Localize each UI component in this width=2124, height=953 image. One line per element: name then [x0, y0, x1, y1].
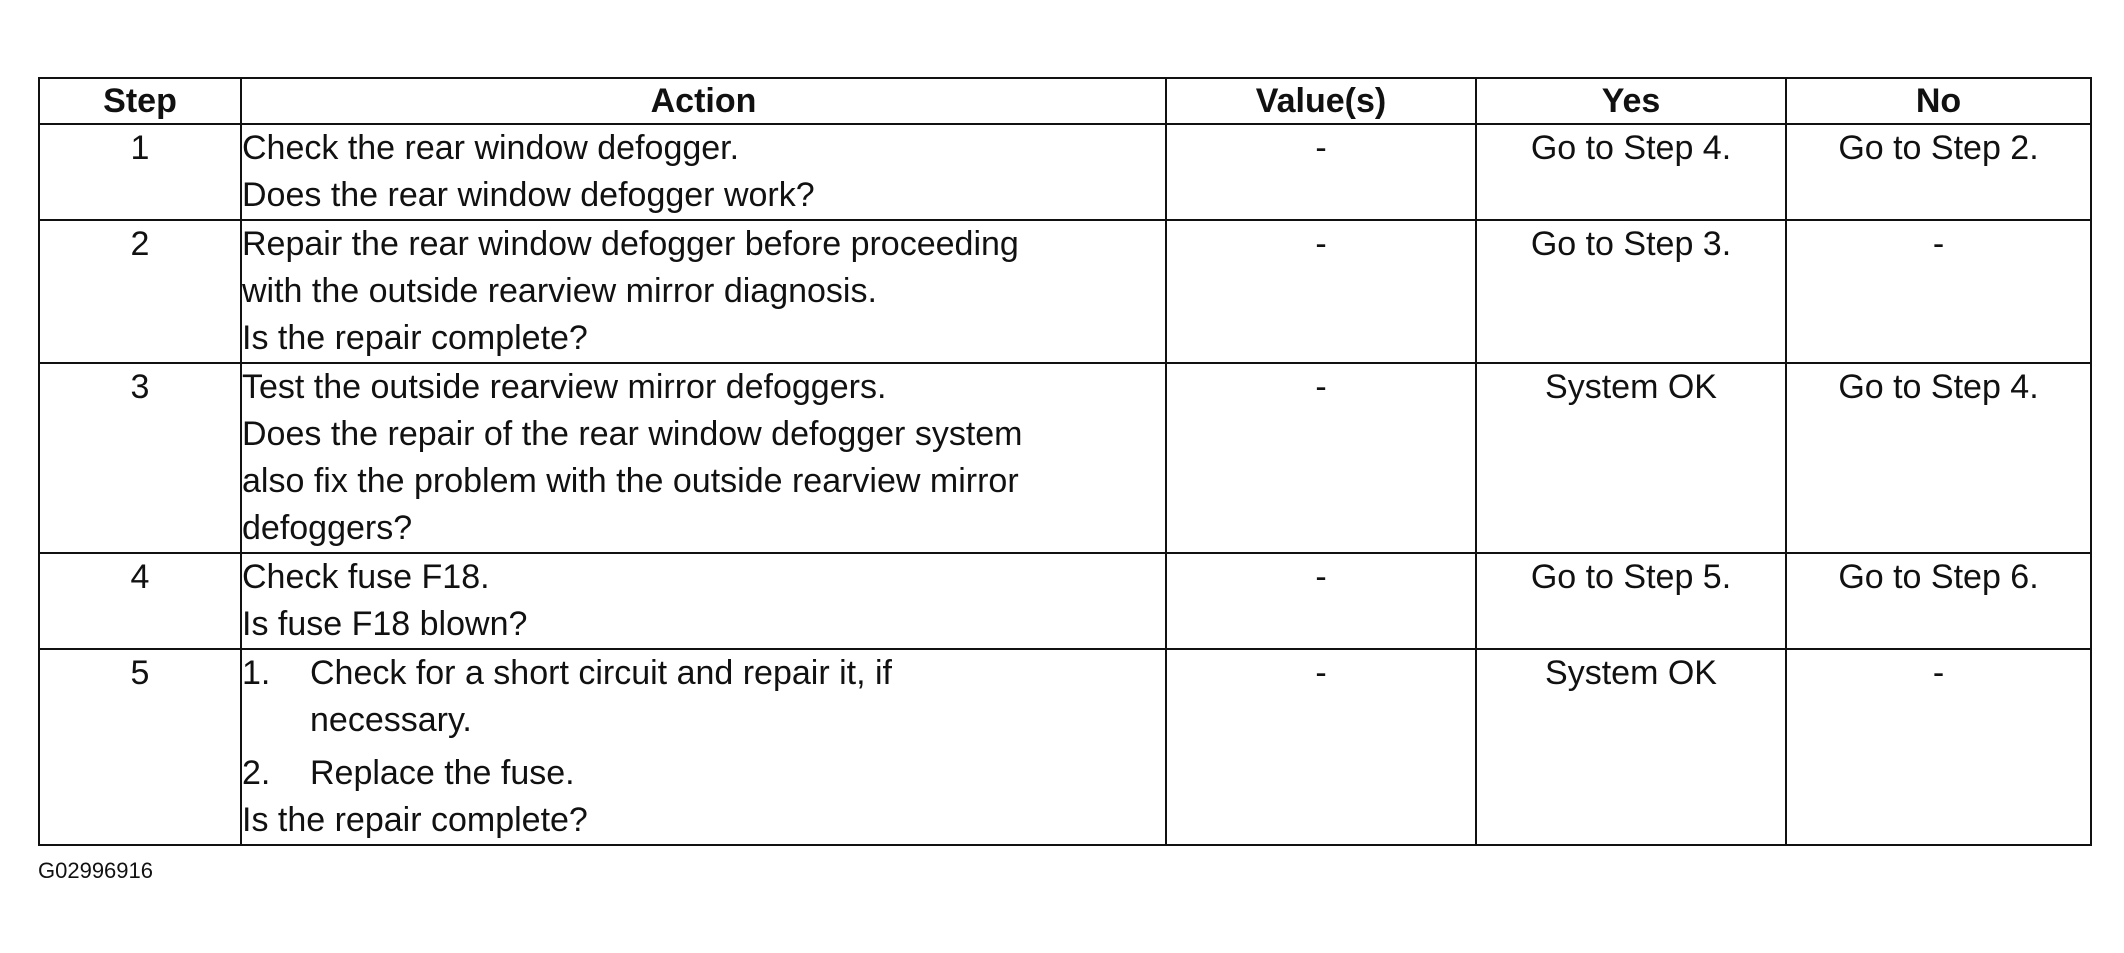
- diagnostic-table: [38, 77, 2092, 846]
- table-row: [39, 553, 2091, 649]
- action-line: Does the rear window defogger work?: [242, 176, 815, 214]
- values-cell: -: [1166, 220, 1476, 363]
- no-cell: Go to Step 2.: [1786, 124, 2091, 220]
- action-line: also fix the problem with the outside rearview mirror: [242, 462, 1019, 500]
- action-line: Check fuse F18.: [242, 558, 490, 596]
- action-cell: [241, 363, 1166, 553]
- step-cell: 4: [39, 553, 241, 649]
- header-values: Value(s): [1166, 78, 1476, 124]
- substep-number: 2.: [242, 754, 271, 792]
- action-question: Is the repair complete?: [242, 801, 588, 839]
- no-cell: Go to Step 6.: [1786, 553, 2091, 649]
- yes-cell: System OK: [1476, 649, 1786, 845]
- substep-number: 1.: [242, 654, 271, 692]
- yes-cell: Go to Step 4.: [1476, 124, 1786, 220]
- action-line: with the outside rearview mirror diagnosis.: [242, 272, 877, 310]
- action-line: Test the outside rearview mirror defoggers.: [242, 368, 887, 406]
- action-line: defoggers?: [242, 509, 413, 547]
- figure-id-label: G02996916: [38, 858, 153, 883]
- step-cell: 5: [39, 649, 241, 845]
- values-cell: -: [1166, 649, 1476, 845]
- numbered-substep: [242, 650, 1165, 744]
- table-header-row: [39, 78, 2091, 124]
- action-cell: [241, 220, 1166, 363]
- values-cell: -: [1166, 553, 1476, 649]
- substep-line: Check for a short circuit and repair it, if: [310, 654, 893, 692]
- step-cell: 1: [39, 124, 241, 220]
- substep-line: necessary.: [310, 701, 472, 739]
- substep-text: [310, 650, 1165, 744]
- yes-cell: Go to Step 3.: [1476, 220, 1786, 363]
- no-cell: -: [1786, 220, 2091, 363]
- table-row: [39, 124, 2091, 220]
- action-line: Is the repair complete?: [242, 319, 588, 357]
- yes-cell: System OK: [1476, 363, 1786, 553]
- table-row: [39, 220, 2091, 363]
- header-yes: Yes: [1476, 78, 1786, 124]
- table-row: [39, 649, 2091, 845]
- action-line: Check the rear window defogger.: [242, 129, 740, 167]
- header-no: No: [1786, 78, 2091, 124]
- substep-line: Replace the fuse.: [310, 754, 575, 792]
- action-line: Is fuse F18 blown?: [242, 605, 528, 643]
- header-step: Step: [39, 78, 241, 124]
- action-cell: [241, 124, 1166, 220]
- no-cell: -: [1786, 649, 2091, 845]
- step-cell: 2: [39, 220, 241, 363]
- action-line: Repair the rear window defogger before proceeding: [242, 225, 1019, 263]
- step-cell: 3: [39, 363, 241, 553]
- table-row: [39, 363, 2091, 553]
- yes-cell: Go to Step 5.: [1476, 553, 1786, 649]
- values-cell: -: [1166, 363, 1476, 553]
- numbered-substep: [242, 750, 1165, 797]
- no-cell: Go to Step 4.: [1786, 363, 2091, 553]
- action-cell: [241, 649, 1166, 845]
- values-cell: -: [1166, 124, 1476, 220]
- action-line: Does the repair of the rear window defogger system: [242, 415, 1023, 453]
- action-cell: [241, 553, 1166, 649]
- substep-text: [310, 750, 1165, 797]
- header-action: Action: [241, 78, 1166, 124]
